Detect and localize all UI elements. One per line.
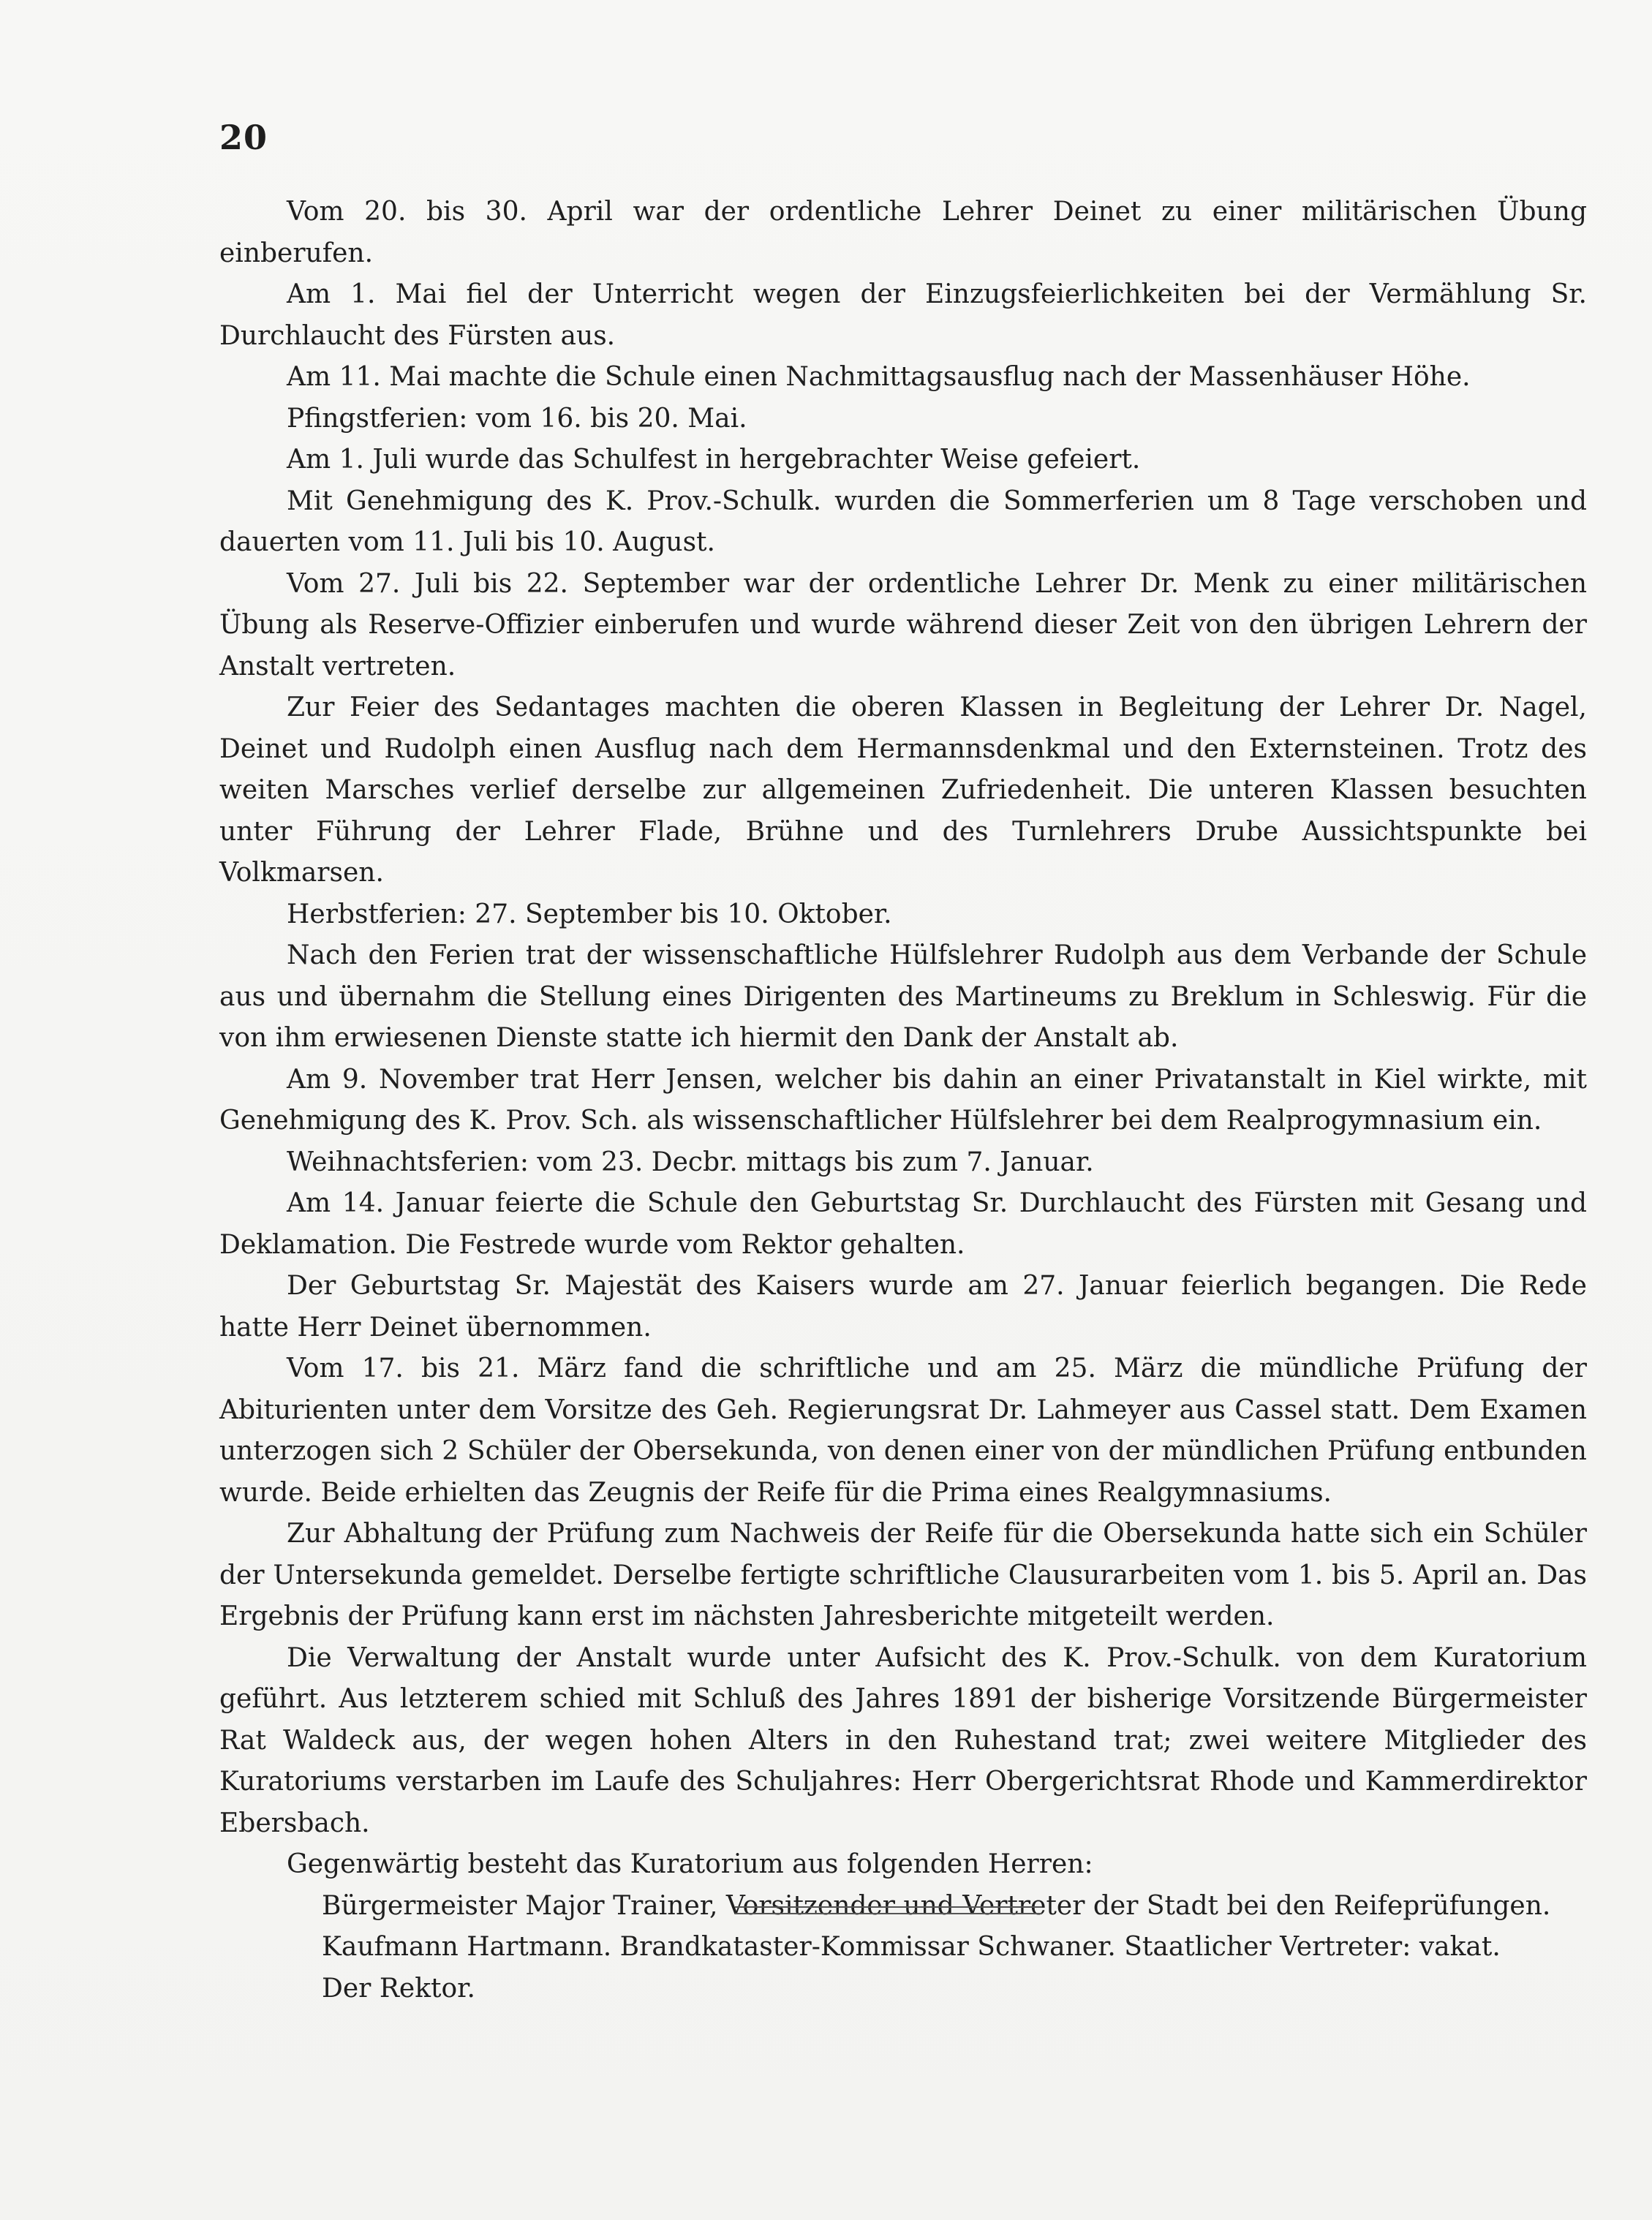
paragraph: Am 14. Januar feierte die Schule den Geburtstag Sr. Durchlaucht des Fürsten mit Gesang und Deklamation. Die Festrede wurde vom Rektor gehalten.	[219, 1188, 1587, 1260]
paragraph: Am 1. Juli wurde das Schulfest in hergebrachter Weise gefeiert.	[287, 445, 1141, 475]
paragraph: Pfingstferien: vom 16. bis 20. Mai.	[287, 403, 747, 434]
paragraph: Vom 17. bis 21. März fand die schriftliche und am 25. März die mündliche Prüfung der Abiturienten unter dem Vorsitze des Geh. Regierungsrat Dr. Lahmeyer aus Cassel statt. Dem Examen unterzogen sich 2 Schüler der Obersekunda, von denen einer von der mündlichen Prüfung entbunden wurde. Beide erhielten das Zeugnis der Reife für die Prima eines Realgymnasiums.	[219, 1353, 1587, 1508]
paragraph: Nach den Ferien trat der wissenschaftliche Hülfslehrer Rudolph aus dem Verbande der Schule aus und übernahm die Stellung eines Dirigenten des Martineums zu Breklum in Schleswig. Für die von ihm erwiesenen Dienste statte ich hiermit den Dank der Anstalt ab.	[219, 940, 1587, 1053]
curator-list	[219, 1886, 1587, 2010]
paragraph: Vom 27. Juli bis 22. September war der ordentliche Lehrer Dr. Menk zu einer militärischen Übung als Reserve-Offizier einberufen und wurde während dieser Zeit von den übrigen Lehrern der Anstalt vertreten.	[219, 568, 1587, 682]
paragraph: Vom 20. bis 30. April war der ordentliche Lehrer Deinet zu einer militärischen Übung einberufen.	[219, 197, 1587, 268]
body-text	[219, 192, 1587, 2009]
closing-double-rule	[735, 1906, 1042, 1914]
curator-entry: Kaufmann Hartmann. Brandkataster-Kommissar Schwaner. Staatlicher Vertreter: vakat.	[322, 1932, 1501, 1962]
paragraph: Am 11. Mai machte die Schule einen Nachmittagsausflug nach der Massenhäuser Höhe.	[287, 362, 1471, 392]
paragraph: Der Geburtstag Sr. Majestät des Kaisers wurde am 27. Januar feierlich begangen. Die Rede hatte Herr Deinet übernommen.	[219, 1271, 1587, 1343]
paragraph: Am 1. Mai fiel der Unterricht wegen der Einzugsfeierlichkeiten bei der Vermählung Sr. Durchlaucht des Fürsten aus.	[219, 279, 1587, 351]
paragraph: Zur Feier des Sedantages machten die oberen Klassen in Begleitung der Lehrer Dr. Nagel, Deinet und Rudolph einen Ausflug nach dem Hermannsdenkmal und den Externsteinen. Trotz des weiten Marsches verlief derselbe zur allgemeinen Zufriedenheit. Die unteren Klassen besuchten unter Führung der Lehrer Flade, Brühne und des Turnlehrers Drube Aussichtspunkte bei Volkmarsen.	[219, 692, 1587, 888]
page-number: 20	[219, 118, 268, 157]
curator-entry: Bürgermeister Major Trainer, Vorsitzender und Vertreter der Stadt bei den Reifeprüfungen.	[322, 1890, 1551, 1921]
paragraph: Die Verwaltung der Anstalt wurde unter Aufsicht des K. Prov.-Schulk. von dem Kuratorium geführt. Aus letzterem schied mit Schluß des Jahres 1891 der bisherige Vorsitzende Bürgermeister Rat Waldeck aus, der wegen hohen Alters in den Ruhestand trat; zwei weitere Mitglieder des Kuratoriums verstarben im Laufe des Schuljahres: Herr Obergerichtsrat Rhode und Kammerdirektor Ebersbach.	[219, 1642, 1587, 1838]
curator-entry: Der Rektor.	[322, 1973, 475, 2004]
paragraph: Zur Abhaltung der Prüfung zum Nachweis der Reife für die Obersekunda hatte sich ein Schüler der Untersekunda gemeldet. Derselbe fertigte schriftliche Clausurarbeiten vom 1. bis 5. April an. Das Ergebnis der Prüfung kann erst im nächsten Jahresberichte mitgeteilt werden.	[219, 1519, 1587, 1631]
paragraph: Herbstferien: 27. September bis 10. Oktober.	[287, 899, 892, 929]
paragraph: Am 9. November trat Herr Jensen, welcher bis dahin an einer Privatanstalt in Kiel wirkte, mit Genehmigung des K. Prov. Sch. als wissenschaftlicher Hülfslehrer bei dem Realprogymnasium ein.	[219, 1064, 1587, 1136]
paragraph: Weihnachtsferien: vom 23. Decbr. mittags bis zum 7. Januar.	[287, 1147, 1094, 1177]
paragraph: Gegenwärtig besteht das Kuratorium aus folgenden Herren:	[287, 1849, 1093, 1879]
paragraph: Mit Genehmigung des K. Prov.-Schulk. wurden die Sommerferien um 8 Tage verschoben und dauerten vom 11. Juli bis 10. August.	[219, 486, 1587, 557]
